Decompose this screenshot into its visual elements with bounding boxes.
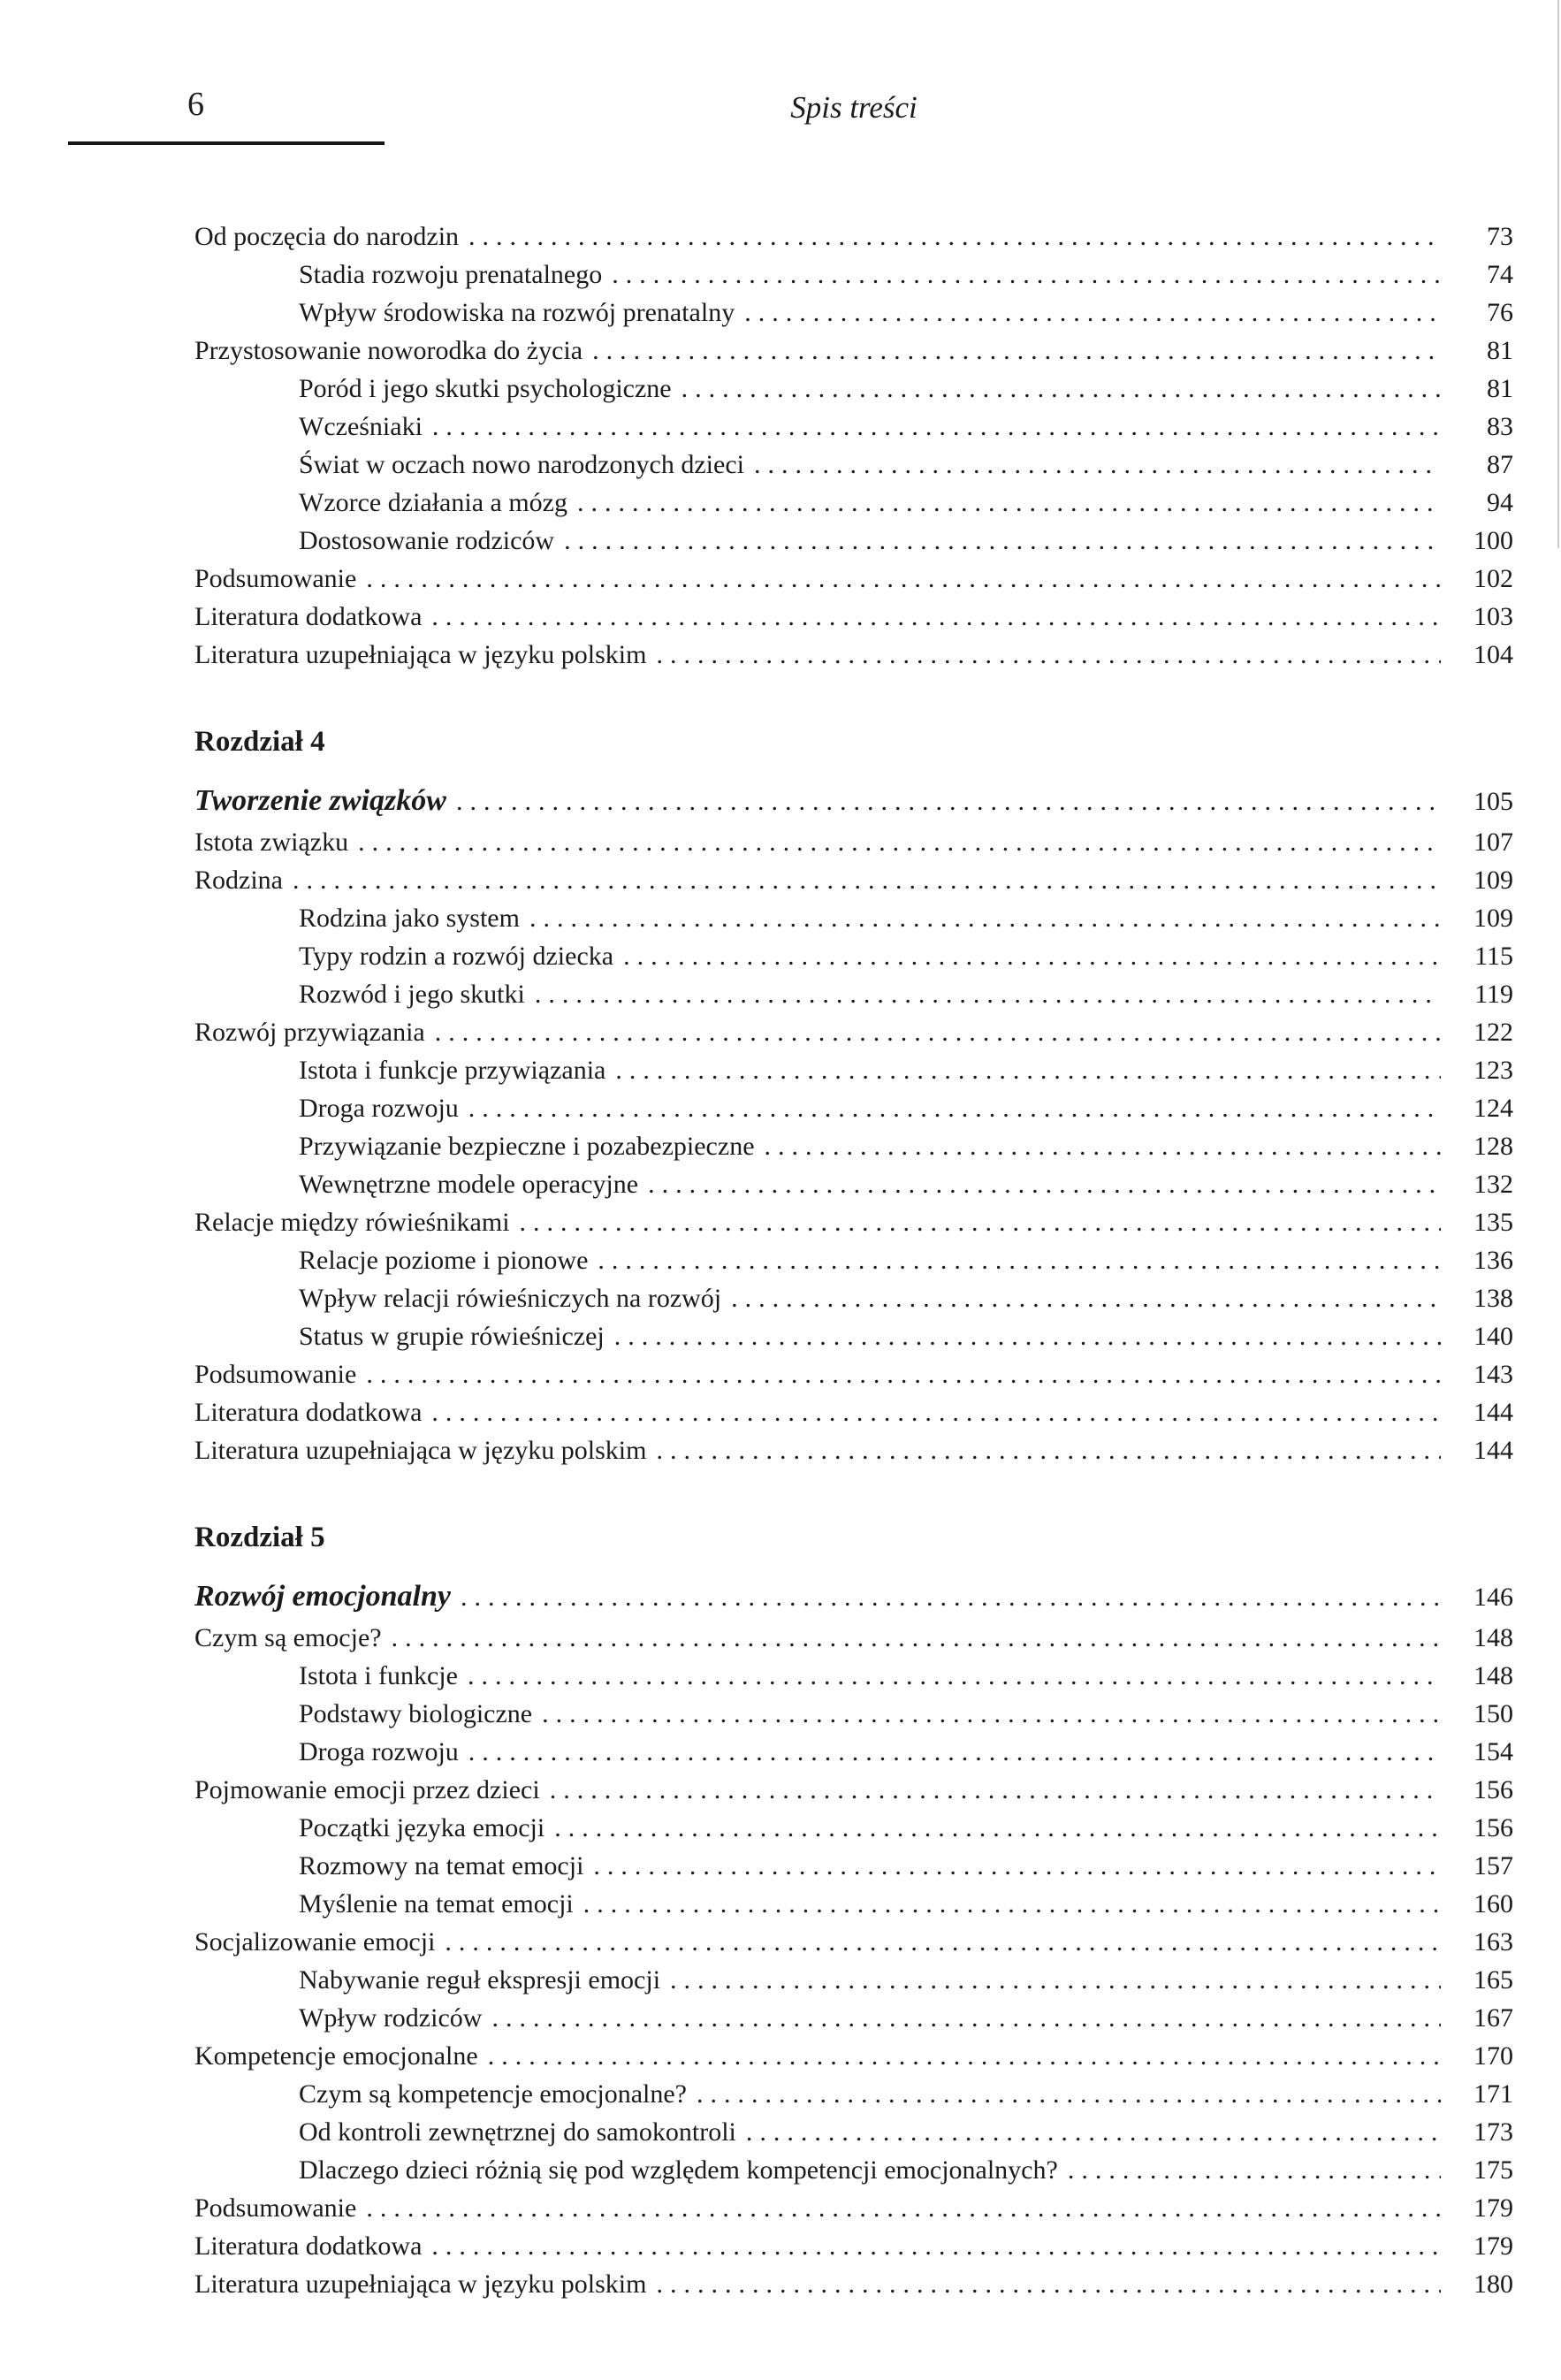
dot-leader bbox=[648, 1165, 1441, 1203]
toc-entry-page: 135 bbox=[1473, 1208, 1513, 1237]
toc-entry-label: Literatura uzupełniająca w języku polskim bbox=[194, 2269, 647, 2299]
dot-leader bbox=[593, 1847, 1441, 1885]
toc-entry bbox=[194, 1771, 1513, 1809]
dot-leader bbox=[554, 1809, 1441, 1847]
toc-entry-label: Poród i jego skutki psychologiczne bbox=[299, 374, 672, 403]
dot-leader bbox=[468, 217, 1441, 256]
toc-entry-label: Podsumowanie bbox=[194, 564, 357, 593]
toc-entry-page: 156 bbox=[1473, 1775, 1513, 1804]
toc-entry-label: Dlaczego dzieci różnią się pod względem kompetencji emocjonalnych? bbox=[299, 2155, 1058, 2185]
toc-entry-label: Droga rozwoju bbox=[299, 1737, 459, 1766]
toc-entry-page: 173 bbox=[1473, 2117, 1513, 2147]
toc-entry bbox=[194, 1279, 1513, 1317]
toc-group bbox=[194, 1517, 1513, 2303]
dot-leader bbox=[366, 1355, 1441, 1393]
toc bbox=[194, 217, 1513, 2303]
toc-entry-label: Droga rozwoju bbox=[299, 1094, 459, 1123]
toc-entry bbox=[194, 598, 1513, 636]
dot-leader bbox=[431, 1393, 1441, 1431]
toc-entry bbox=[194, 256, 1513, 294]
toc-entry bbox=[194, 522, 1513, 560]
dot-leader bbox=[435, 1013, 1441, 1051]
dot-leader bbox=[488, 2037, 1441, 2075]
toc-entry-page: 103 bbox=[1473, 602, 1513, 631]
toc-entry-page: 143 bbox=[1473, 1360, 1513, 1389]
toc-entry-label: Status w grupie rówieśniczej bbox=[299, 1322, 605, 1351]
toc-entry bbox=[194, 1089, 1513, 1127]
toc-entry bbox=[194, 636, 1513, 674]
toc-entry bbox=[194, 937, 1513, 975]
toc-entry bbox=[194, 1885, 1513, 1923]
page-number: 6 bbox=[187, 86, 204, 123]
toc-entry-label: Kompetencje emocjonalne bbox=[194, 2041, 478, 2071]
dot-leader bbox=[598, 1241, 1441, 1279]
toc-entry bbox=[194, 1165, 1513, 1203]
toc-entry-label: Literatura dodatkowa bbox=[194, 1398, 423, 1427]
dot-leader bbox=[431, 2227, 1441, 2265]
toc-entry-label: Czym są kompetencje emocjonalne? bbox=[299, 2079, 687, 2109]
toc-entry-page: 109 bbox=[1473, 904, 1513, 933]
chapter-heading: Rozdział 4 bbox=[194, 726, 325, 758]
toc-entry bbox=[194, 1355, 1513, 1393]
toc-entry-label: Relacje między rówieśnikami bbox=[194, 1208, 510, 1237]
toc-entry-label: Myślenie na temat emocji bbox=[299, 1889, 574, 1918]
dot-leader bbox=[583, 1885, 1441, 1923]
header-title: Spis treści bbox=[790, 90, 918, 125]
dot-leader bbox=[614, 1317, 1441, 1355]
toc-entry-page: 124 bbox=[1473, 1094, 1513, 1123]
toc-entry-page: 74 bbox=[1487, 260, 1513, 289]
toc-entry-page: 148 bbox=[1473, 1623, 1513, 1652]
toc-entry-label: Wcześniaki bbox=[299, 412, 423, 441]
toc-entry-label: Istota i funkcje przywiązania bbox=[299, 1056, 606, 1085]
toc-entry-label: Wzorce działania a mózg bbox=[299, 488, 567, 517]
toc-entry bbox=[194, 560, 1513, 598]
toc-entry bbox=[194, 1203, 1513, 1241]
toc-entry bbox=[194, 975, 1513, 1013]
toc-entry-label: Od poczęcia do narodzin bbox=[194, 222, 460, 251]
toc-entry-label: Typy rodzin a rozwój dziecka bbox=[299, 942, 614, 971]
toc-entry bbox=[194, 899, 1513, 937]
toc-entry bbox=[194, 1809, 1513, 1847]
toc-entry-label: Początki języka emocji bbox=[299, 1813, 545, 1842]
header-rule bbox=[68, 141, 385, 145]
dot-leader bbox=[392, 1619, 1441, 1657]
toc-entry bbox=[194, 2075, 1513, 2113]
dot-leader bbox=[366, 560, 1441, 598]
toc-entry bbox=[194, 1999, 1513, 2037]
dot-leader bbox=[520, 1203, 1441, 1241]
dot-leader bbox=[456, 781, 1441, 823]
dot-leader bbox=[535, 975, 1441, 1013]
toc-entry-label: Pojmowanie emocji przez dzieci bbox=[194, 1775, 540, 1804]
toc-entry-page: 102 bbox=[1473, 564, 1513, 593]
dot-leader bbox=[746, 2113, 1441, 2151]
dot-leader bbox=[731, 1279, 1441, 1317]
toc-entry-page: 76 bbox=[1487, 298, 1513, 327]
toc-entry-page: 163 bbox=[1473, 1927, 1513, 1957]
dot-leader bbox=[592, 332, 1441, 370]
toc-entry bbox=[194, 2227, 1513, 2265]
toc-entry-page: 167 bbox=[1473, 2003, 1513, 2033]
toc-entry-label: Stadia rozwoju prenatalnego bbox=[299, 260, 603, 289]
toc-entry-page: 144 bbox=[1473, 1398, 1513, 1427]
toc-entry bbox=[194, 2189, 1513, 2227]
toc-group bbox=[194, 217, 1513, 674]
toc-entry-page: 132 bbox=[1473, 1170, 1513, 1199]
dot-leader bbox=[656, 636, 1441, 674]
toc-entry-page: 171 bbox=[1473, 2079, 1513, 2109]
toc-entry-label: Przywiązanie bezpieczne i pozabezpieczne bbox=[299, 1132, 755, 1161]
toc-entry-page: 136 bbox=[1473, 1246, 1513, 1275]
toc-entry-label: Literatura dodatkowa bbox=[194, 602, 423, 631]
toc-entry-page: 109 bbox=[1473, 866, 1513, 895]
dot-leader bbox=[468, 1733, 1441, 1771]
toc-entry bbox=[194, 1241, 1513, 1279]
toc-entry-label: Istota i funkcje bbox=[299, 1661, 458, 1690]
dot-leader bbox=[1068, 2151, 1441, 2189]
dot-leader bbox=[577, 484, 1441, 522]
toc-entry-label: Relacje poziome i pionowe bbox=[299, 1246, 589, 1275]
toc-entry bbox=[194, 484, 1513, 522]
toc-entry-page: 107 bbox=[1473, 828, 1513, 857]
toc-entry bbox=[194, 1695, 1513, 1733]
toc-entry-page: 87 bbox=[1487, 450, 1513, 479]
toc-entry-page: 115 bbox=[1474, 942, 1513, 971]
dot-leader bbox=[564, 522, 1441, 560]
toc-entry-page: 144 bbox=[1473, 1436, 1513, 1465]
toc-entry-label: Podstawy biologiczne bbox=[299, 1699, 533, 1728]
toc-entry-label: Rodzina jako system bbox=[299, 904, 520, 933]
toc-entry-page: 122 bbox=[1473, 1018, 1513, 1047]
dot-leader bbox=[744, 294, 1441, 332]
toc-entry-page: 81 bbox=[1487, 336, 1513, 365]
toc-entry bbox=[194, 861, 1513, 899]
dot-leader bbox=[615, 1051, 1441, 1089]
scan-artifact-line bbox=[1557, 0, 1559, 548]
dot-leader bbox=[656, 2265, 1441, 2303]
toc-entry-label: Podsumowanie bbox=[194, 2193, 357, 2223]
toc-entry-label: Podsumowanie bbox=[194, 1360, 357, 1389]
toc-entry-page: 156 bbox=[1473, 1813, 1513, 1842]
toc-entry bbox=[194, 2265, 1513, 2303]
dot-leader bbox=[432, 408, 1441, 446]
toc-entry-page: 105 bbox=[1473, 787, 1513, 816]
toc-entry-page: 179 bbox=[1473, 2231, 1513, 2261]
toc-entry bbox=[194, 823, 1513, 861]
dot-leader bbox=[612, 256, 1441, 294]
toc-entry-page: 140 bbox=[1473, 1322, 1513, 1351]
toc-entry-label: Wpływ rodziców bbox=[299, 2003, 483, 2033]
toc-entry bbox=[194, 1127, 1513, 1165]
dot-leader bbox=[293, 861, 1441, 899]
toc-entry bbox=[194, 1619, 1513, 1657]
toc-entry-page: 119 bbox=[1474, 980, 1513, 1009]
toc-entry bbox=[194, 446, 1513, 484]
toc-entry-page: 180 bbox=[1473, 2269, 1513, 2299]
dot-leader bbox=[445, 1923, 1441, 1961]
dot-leader bbox=[656, 1431, 1441, 1469]
toc-entry-label: Wpływ relacji rówieśniczych na rozwój bbox=[299, 1284, 722, 1313]
dot-leader bbox=[682, 370, 1441, 408]
toc-entry-page: 73 bbox=[1487, 222, 1513, 251]
dot-leader bbox=[765, 1127, 1441, 1165]
dot-leader bbox=[670, 1961, 1441, 1999]
toc-entry-label: Świat w oczach nowo narodzonych dzieci bbox=[299, 450, 744, 479]
dot-leader bbox=[468, 1657, 1441, 1695]
toc-entry-label: Wewnętrzne modele operacyjne bbox=[299, 1170, 639, 1199]
toc-entry bbox=[194, 1847, 1513, 1885]
toc-entry-label: Istota związku bbox=[194, 828, 349, 857]
toc-entry-page: 150 bbox=[1473, 1699, 1513, 1728]
toc-entry-label: Socjalizowanie emocji bbox=[194, 1927, 436, 1957]
toc-entry-label: Nabywanie reguł ekspresji emocji bbox=[299, 1965, 661, 1995]
toc-entry bbox=[194, 2113, 1513, 2151]
toc-entry-label: Rozmowy na temat emocji bbox=[299, 1851, 584, 1880]
toc-entry-label: Rodzina bbox=[194, 866, 283, 895]
toc-entry bbox=[194, 1657, 1513, 1695]
dot-leader bbox=[542, 1695, 1441, 1733]
dot-leader bbox=[550, 1771, 1441, 1809]
toc-entry-label: Czym są emocje? bbox=[194, 1623, 382, 1652]
toc-entry-page: 170 bbox=[1473, 2041, 1513, 2071]
toc-entry bbox=[194, 1013, 1513, 1051]
toc-entry bbox=[194, 217, 1513, 256]
toc-entry bbox=[194, 370, 1513, 408]
dot-leader bbox=[623, 937, 1441, 975]
toc-entry-page: 81 bbox=[1487, 374, 1513, 403]
toc-entry-page: 157 bbox=[1473, 1851, 1513, 1880]
toc-chapter-title-entry bbox=[194, 780, 1513, 823]
toc-entry bbox=[194, 1733, 1513, 1771]
toc-entry-label: Rozwód i jego skutki bbox=[299, 980, 525, 1009]
toc-entry-label: Rozwój przywiązania bbox=[194, 1018, 425, 1047]
dot-leader bbox=[491, 1999, 1441, 2037]
toc-entry-page: 154 bbox=[1473, 1737, 1513, 1766]
toc-entry-label: Tworzenie związków bbox=[194, 784, 446, 817]
toc-entry-page: 128 bbox=[1473, 1132, 1513, 1161]
toc-entry bbox=[194, 1317, 1513, 1355]
toc-entry-label: Od kontroli zewnętrznej do samokontroli bbox=[299, 2117, 736, 2147]
toc-entry-page: 175 bbox=[1473, 2155, 1513, 2185]
chapter-heading: Rozdział 5 bbox=[194, 1522, 325, 1553]
toc-entry bbox=[194, 1431, 1513, 1469]
toc-entry-page: 179 bbox=[1473, 2193, 1513, 2223]
dot-leader bbox=[461, 1576, 1441, 1619]
toc-entry-label: Literatura uzupełniająca w języku polskim bbox=[194, 640, 647, 669]
dot-leader bbox=[754, 446, 1441, 484]
dot-leader bbox=[431, 598, 1441, 636]
dot-leader bbox=[697, 2075, 1441, 2113]
toc-entry bbox=[194, 332, 1513, 370]
toc-entry-page: 83 bbox=[1487, 412, 1513, 441]
toc-entry-label: Przystosowanie noworodka do życia bbox=[194, 336, 583, 365]
toc-entry-page: 94 bbox=[1487, 488, 1513, 517]
toc-entry-label: Literatura uzupełniająca w języku polskim bbox=[194, 1436, 647, 1465]
dot-leader bbox=[529, 899, 1441, 937]
toc-entry bbox=[194, 408, 1513, 446]
dot-leader bbox=[468, 1089, 1441, 1127]
toc-entry-label: Dostosowanie rodziców bbox=[299, 526, 555, 555]
toc-entry-page: 165 bbox=[1473, 1965, 1513, 1995]
toc-entry-page: 123 bbox=[1473, 1056, 1513, 1085]
toc-group bbox=[194, 721, 1513, 1469]
toc-entry-page: 100 bbox=[1473, 526, 1513, 555]
toc-entry bbox=[194, 1393, 1513, 1431]
toc-chapter-title-entry bbox=[194, 1575, 1513, 1619]
toc-entry-page: 148 bbox=[1473, 1661, 1513, 1690]
toc-entry-label: Rozwój emocjonalny bbox=[194, 1580, 451, 1613]
toc-entry bbox=[194, 2151, 1513, 2189]
toc-entry-page: 104 bbox=[1473, 640, 1513, 669]
toc-entry-page: 138 bbox=[1473, 1284, 1513, 1313]
toc-entry bbox=[194, 2037, 1513, 2075]
toc-entry-page: 146 bbox=[1473, 1583, 1513, 1612]
toc-entry bbox=[194, 1051, 1513, 1089]
toc-entry-label: Literatura dodatkowa bbox=[194, 2231, 423, 2261]
toc-entry bbox=[194, 1961, 1513, 1999]
dot-leader bbox=[358, 823, 1441, 861]
toc-entry bbox=[194, 294, 1513, 332]
toc-entry bbox=[194, 1923, 1513, 1961]
toc-entry-page: 160 bbox=[1473, 1889, 1513, 1918]
dot-leader bbox=[366, 2189, 1441, 2227]
toc-entry-label: Wpływ środowiska na rozwój prenatalny bbox=[299, 298, 735, 327]
